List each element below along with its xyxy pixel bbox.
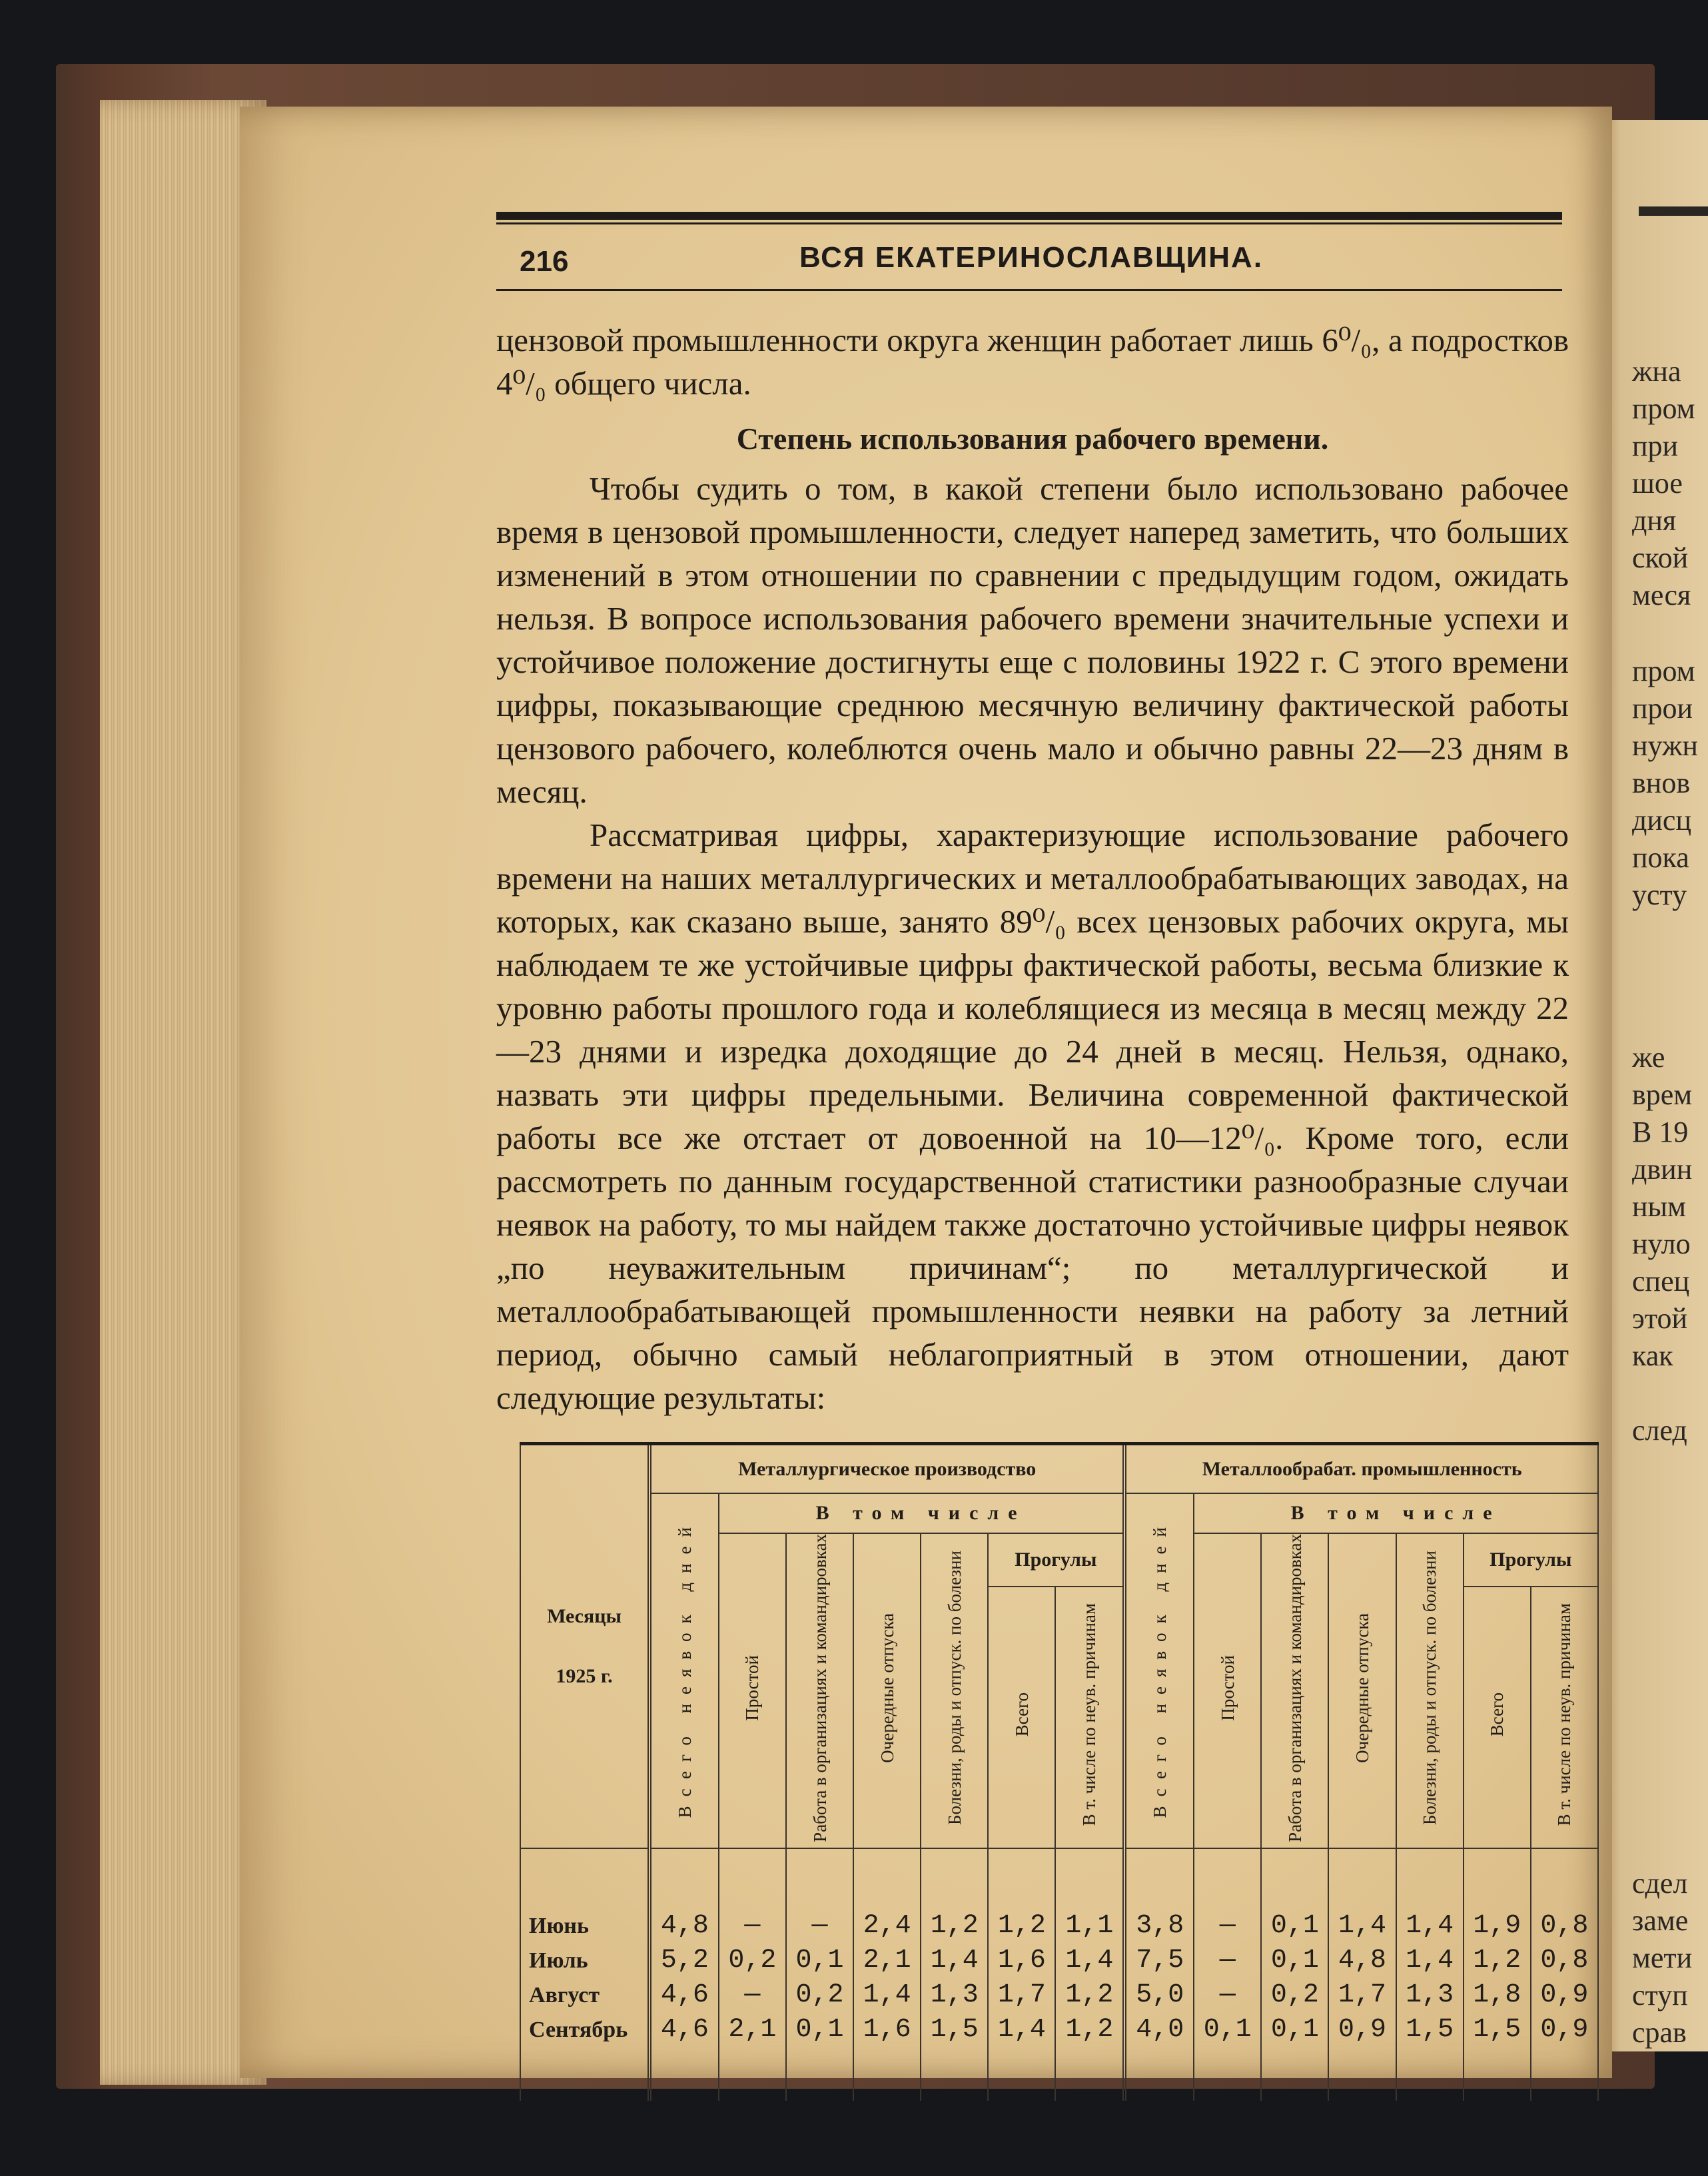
value-cell: — (786, 1909, 853, 1944)
value-cell: 0,2 (1261, 1978, 1328, 2013)
value-cell: 1,2 (921, 1909, 988, 1944)
facing-page (1599, 120, 1708, 2051)
col-header (921, 1533, 988, 1848)
facing-page-fragment: срав (1632, 2016, 1687, 2049)
value-cell: — (1194, 1944, 1261, 1978)
statistics-table (520, 1442, 1599, 2101)
value-cell: 0,2 (786, 1978, 853, 2013)
facing-page-fragment: спец (1632, 1265, 1690, 1297)
facing-page-fragment: как (1632, 1339, 1673, 1372)
value-cell: — (1194, 1978, 1261, 2013)
value-cell: 0,9 (1328, 2013, 1396, 2047)
month-cell: Сентябрь (520, 2013, 649, 2047)
facing-page-fragment: ской (1632, 542, 1689, 574)
col-header-label: Простой (742, 1655, 763, 1721)
running-title: ВСЯ ЕКАТЕРИНОСЛАВЩИНА. (799, 241, 1264, 274)
col-header-label: Очередные отпуска (877, 1613, 897, 1763)
value-cell: 4,6 (649, 1978, 719, 2013)
facing-page-fragment: нужн (1632, 729, 1698, 762)
month-cell: Июнь (520, 1909, 649, 1944)
page-number: 216 (520, 245, 569, 278)
facing-page-fragment: шое (1632, 467, 1683, 500)
value-cell: 3,8 (1124, 1909, 1194, 1944)
value-cell: 1,6 (853, 2013, 921, 2047)
value-cell: 5,2 (649, 1944, 719, 1978)
value-cell: 2,4 (853, 1909, 921, 1944)
facing-page-fragment: сдел (1632, 1867, 1688, 1900)
month-cell: Июль (520, 1944, 649, 1978)
col-header-label: В т. числе по неув. причинам (1079, 1603, 1100, 1826)
value-cell: 1,2 (988, 1909, 1055, 1944)
facing-page-fragment: заме (1632, 1904, 1689, 1937)
col-header (649, 1493, 719, 1848)
month-column-header (520, 1445, 649, 1848)
value-cell: 1,4 (1055, 1944, 1124, 1978)
month-header-label: Месяцы (547, 1605, 622, 1627)
col-header (1531, 1587, 1598, 1848)
facing-page-fragment: усту (1632, 879, 1687, 911)
facing-page-fragment: пока (1632, 841, 1689, 874)
month-cell: Август (520, 1978, 649, 2013)
value-cell: 1,1 (1055, 1909, 1124, 1944)
facing-page-fragment: меся (1632, 579, 1691, 611)
col-header-label: В т. числе по неув. причинам (1554, 1603, 1575, 1826)
truancy-header: Прогулы (988, 1533, 1124, 1587)
value-cell: 1,4 (1396, 1909, 1464, 1944)
intro-paragraph: цензовой промышленности округа женщин работает лишь 6⁰/₀, а подростков 4⁰/₀ общего числа. (496, 322, 1569, 402)
value-cell: 1,7 (1328, 1978, 1396, 2013)
value-cell: 0,8 (1531, 1909, 1598, 1944)
facing-page-fragment: В 19 (1632, 1116, 1689, 1148)
col-header-label: Работа в организациях и командировках (1284, 1534, 1305, 1842)
value-cell: 1,7 (988, 1978, 1055, 2013)
value-cell: 1,4 (853, 1978, 921, 2013)
group-metallurgy-header: Металлургическое производство (649, 1445, 1124, 1493)
facing-page-fragment: дисц (1632, 804, 1692, 837)
table-spacer-row (520, 2047, 1598, 2101)
col-header (1464, 1587, 1531, 1848)
value-cell: 1,4 (921, 1944, 988, 1978)
table-row (520, 1978, 1598, 2013)
value-cell: 1,6 (988, 1944, 1055, 1978)
value-cell: 0,1 (1194, 2013, 1261, 2047)
value-cell: — (719, 1909, 786, 1944)
col-header (853, 1533, 921, 1848)
value-cell: 1,5 (921, 2013, 988, 2047)
table-row (520, 1944, 1598, 1978)
facing-page-fragment: при (1632, 430, 1679, 462)
value-cell: 1,2 (1464, 1944, 1531, 1978)
body-text (496, 318, 1569, 1419)
facing-page-fragment: ступ (1632, 1979, 1688, 2011)
col-header-label: Всего (1011, 1692, 1032, 1737)
value-cell: 1,3 (1396, 1978, 1464, 2013)
value-cell: 4,8 (1328, 1944, 1396, 1978)
value-cell: — (1194, 1909, 1261, 1944)
value-cell: 4,6 (649, 2013, 719, 2047)
value-cell: 1,5 (1464, 2013, 1531, 2047)
col-header-label: Всего (1487, 1692, 1507, 1737)
value-cell: 0,9 (1531, 1978, 1598, 2013)
paragraph: Чтобы судить о том, в какой степени было использовано рабочее время в цензовой промышленности, следует наперед заметить, что больших изменений в этом отношении по сравнении с предыдущим годом, ожидать нельзя. В вопросе использования рабочего времени значительные успехи и устойчивое положение достигнуты еще с половины 1922 г. С этого времени цифры, показывающие среднюю месячную величину фактической работы цензового рабочего, колеблются очень мало и обычно равны 22—23 дням в месяц. (496, 470, 1569, 810)
col-header-label: Работа в организациях и командировках (809, 1534, 830, 1842)
col-header (1194, 1533, 1261, 1848)
value-cell: 1,4 (1396, 1944, 1464, 1978)
value-cell: 1,4 (988, 2013, 1055, 2047)
facing-page-fragment: дня (1632, 504, 1677, 537)
col-header-label: Всего неявок дней (1150, 1518, 1170, 1818)
absence-table (520, 1445, 1599, 2101)
value-cell: — (719, 1978, 786, 2013)
table-spacer-row (520, 1848, 1598, 1909)
section-heading: Степень использования рабочего времени. (736, 422, 1329, 456)
value-cell: 0,1 (1261, 1909, 1328, 1944)
value-cell: 1,8 (1464, 1978, 1531, 2013)
value-cell: 4,0 (1124, 2013, 1194, 2047)
truancy-header: Прогулы (1464, 1533, 1598, 1587)
value-cell: 0,1 (786, 2013, 853, 2047)
col-header-label: Всего неявок дней (674, 1518, 695, 1818)
header-rule-bottom (496, 289, 1562, 291)
value-cell: 1,2 (1055, 1978, 1124, 2013)
col-header-label: Очередные отпуска (1352, 1613, 1373, 1763)
facing-page-rule (1639, 206, 1708, 216)
group-metalworking-header: Металлообрабат. промышленность (1124, 1445, 1598, 1493)
facing-page-fragment: двин (1632, 1153, 1693, 1186)
facing-page-fragment: нуло (1632, 1228, 1691, 1260)
facing-page-fragment: врем (1632, 1078, 1693, 1111)
col-header (1055, 1587, 1124, 1848)
facing-page-fragment: ным (1632, 1190, 1686, 1223)
value-cell: 2,1 (853, 1944, 921, 1978)
col-header-label: Болезни, роды и отпуск. по болезни (1420, 1551, 1440, 1826)
col-header-label: Простой (1217, 1655, 1238, 1721)
col-header (1124, 1493, 1194, 1848)
facing-page-fragment: внов (1632, 767, 1691, 799)
header-rule-thin (496, 222, 1562, 224)
value-cell: 0,1 (786, 1944, 853, 1978)
col-header (719, 1533, 786, 1848)
subgroup-header: В том числе (719, 1493, 1124, 1533)
header-rule (496, 212, 1562, 220)
value-cell: 0,1 (1261, 1944, 1328, 1978)
table-row (520, 1909, 1598, 1944)
col-header (1328, 1533, 1396, 1848)
table-body (520, 1848, 1598, 2101)
value-cell: 0,1 (1261, 2013, 1328, 2047)
value-cell: 4,8 (649, 1909, 719, 1944)
col-header (1396, 1533, 1464, 1848)
col-header (988, 1587, 1055, 1848)
value-cell: 5,0 (1124, 1978, 1194, 2013)
facing-page-fragment: же (1632, 1041, 1665, 1074)
value-cell: 1,5 (1396, 2013, 1464, 2047)
facing-page-fragment: прои (1632, 692, 1693, 725)
value-cell: 1,4 (1328, 1909, 1396, 1944)
facing-page-fragment: пром (1632, 392, 1695, 425)
table-row (520, 2013, 1598, 2047)
facing-page-fragment: пром (1632, 655, 1695, 687)
value-cell: 2,1 (719, 2013, 786, 2047)
facing-page-fragment: этой (1632, 1302, 1688, 1335)
value-cell: 1,2 (1055, 2013, 1124, 2047)
col-header (786, 1533, 853, 1848)
year-header-label: 1925 г. (556, 1664, 613, 1687)
value-cell: 0,8 (1531, 1944, 1598, 1978)
value-cell: 0,9 (1531, 2013, 1598, 2047)
value-cell: 0,2 (719, 1944, 786, 1978)
facing-page-fragment: жна (1632, 355, 1681, 388)
col-header (1261, 1533, 1328, 1848)
subgroup-header: В том числе (1194, 1493, 1598, 1533)
col-header-label: Болезни, роды и отпуск. по болезни (944, 1551, 965, 1826)
paragraph: Рассматривая цифры, характеризующие использование рабочего времени на наших металлургических и металлообрабатывающих заводах, на которых, как сказано выше, занято 89⁰/₀ всех цензовых рабочих округа, мы наблюдаем те же устойчивые цифры фактической работы, весьма близкие к уровню работы прошлого года и колеблящиеся из месяца в месяц между 22—23 днями и изредка доходящие до 24 дней в месяц. Нельзя, однако, назвать эти цифры предельными. Величина современной фактической работы все же отстает от довоенной на 10—12⁰/₀. Кроме того, если рассмотреть по данным государственной статистики разнообразные случаи неявок на работу, то мы найдем также достаточно устойчивые цифры неявок „по неуважительным причинам“; по металлургической и металлообрабатывающей промышленности неявки на работу за летний период, обычно самый неблагоприятный в этом отношении, дают следующие результаты: (496, 817, 1569, 1416)
value-cell: 1,9 (1464, 1909, 1531, 1944)
facing-page-fragment: след (1632, 1414, 1687, 1447)
facing-page-fragment: мети (1632, 1942, 1693, 1974)
value-cell: 7,5 (1124, 1944, 1194, 1978)
value-cell: 1,3 (921, 1978, 988, 2013)
